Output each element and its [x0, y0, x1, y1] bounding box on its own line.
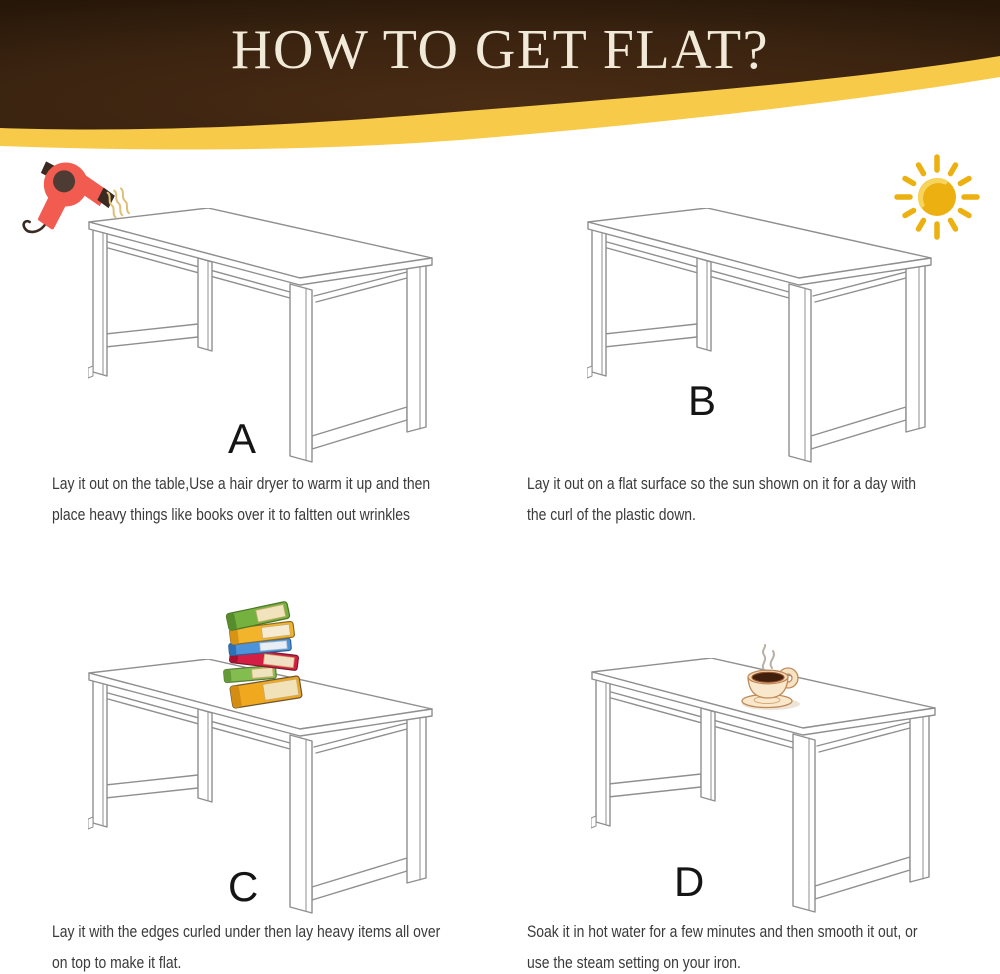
- caption-line: on top to make it flat.: [52, 953, 182, 972]
- sun-icon: [888, 148, 988, 248]
- book-stack-icon: [218, 600, 314, 718]
- panel-c-label: C: [228, 863, 259, 910]
- panel-b-caption: [527, 468, 916, 530]
- panel-d-caption: [527, 916, 918, 974]
- caption-line: Lay it with the edges curled under then lay heavy items all over: [52, 922, 441, 941]
- panel-b-label: B: [688, 377, 717, 424]
- caption-line: use the steam setting on your iron.: [527, 953, 741, 972]
- steam-lines: [763, 645, 774, 670]
- page-title: HOW TO GET FLAT?: [231, 19, 769, 81]
- table-illustration-b: [587, 208, 937, 468]
- coffee-cup-icon: [726, 634, 818, 718]
- hair-dryer-icon: [15, 152, 135, 247]
- panel-a-caption: [52, 468, 430, 530]
- caption-line: Lay it out on a flat surface so the sun shown on it for a day with: [527, 474, 917, 493]
- caption-line: place heavy things like books over it to faltten out wrinkles: [52, 505, 410, 524]
- caption-line: Lay it out on the table,Use a hair dryer to warm it up and then: [52, 474, 431, 493]
- panel-d-label: D: [674, 858, 705, 905]
- caption-line: Soak it in hot water for a few minutes and then smooth it out, or: [527, 922, 918, 941]
- table-illustration-a: [88, 208, 438, 468]
- panel-c-caption: [52, 916, 440, 974]
- caption-line: the curl of the plastic down.: [527, 505, 696, 524]
- panel-a-label: A: [228, 415, 257, 462]
